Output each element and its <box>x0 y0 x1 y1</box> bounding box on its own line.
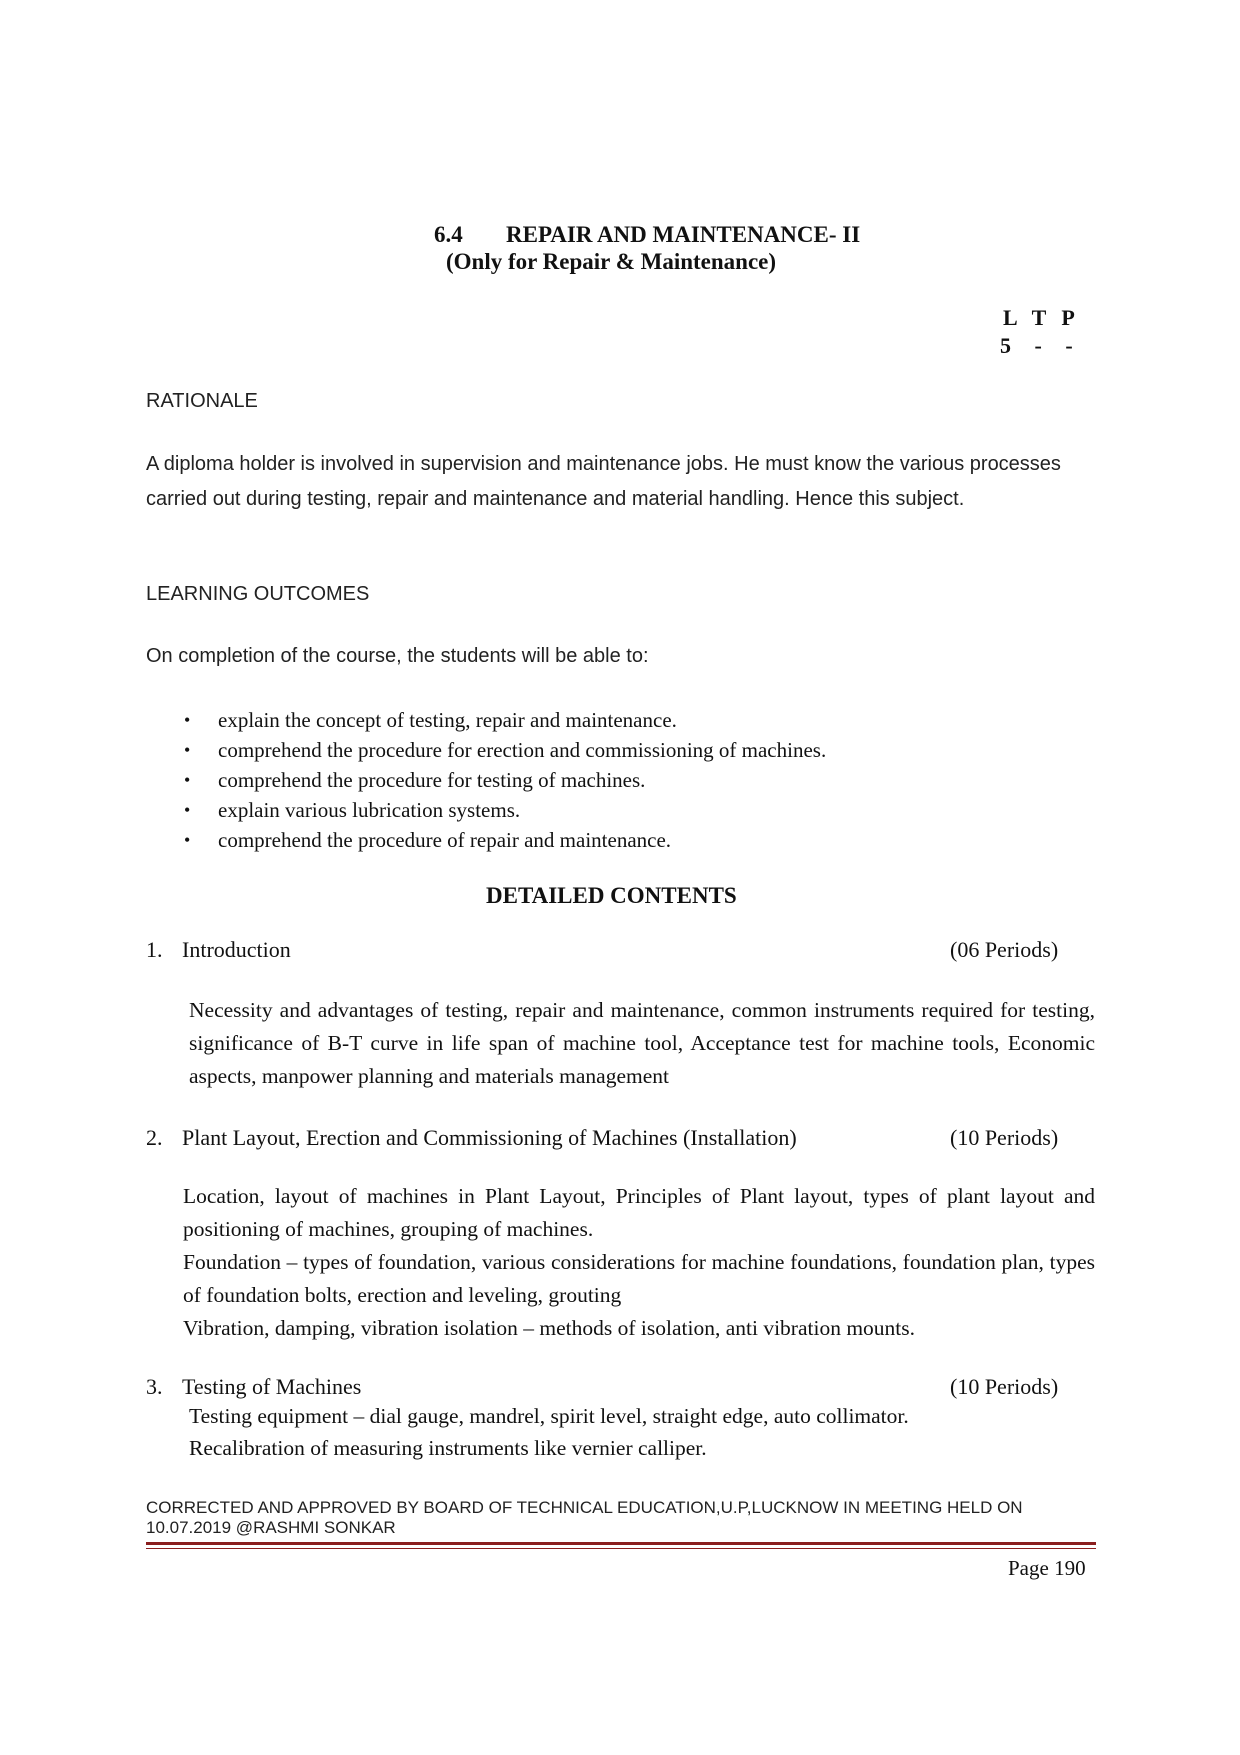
list-item: • explain various lubrication systems. <box>218 795 826 825</box>
ltp-values: 5 - - <box>1000 333 1073 358</box>
bullet-icon: • <box>184 800 191 820</box>
section-2-title: Plant Layout, Erection and Commissioning of Machines (Installation) <box>182 1125 797 1150</box>
ltp-labels: L T P <box>1003 305 1075 330</box>
section-3-paragraph: Testing equipment – dial gauge, mandrel, spirit level, straight edge, auto collimator. <box>189 1404 909 1428</box>
bullet-icon: • <box>184 830 191 850</box>
section-3-periods: (10 Periods) <box>950 1374 1059 1399</box>
section-3-title: Testing of Machines <box>182 1374 362 1399</box>
course-subtitle: (Only for Repair & Maintenance) <box>446 249 777 274</box>
footer-approval-text: CORRECTED AND APPROVED BY BOARD OF TECHNICAL EDUCATION,U.P,LUCKNOW IN MEETING HELD ON 10.07.2019 @RASHMI SONKAR <box>146 1498 1023 1537</box>
learning-outcomes-heading: LEARNING OUTCOMES <box>146 583 370 605</box>
page-number: Page 190 <box>1008 1556 1086 1580</box>
bullet-icon: • <box>184 740 191 760</box>
course-title: REPAIR AND MAINTENANCE- II <box>506 222 861 247</box>
section-2-paragraph: Vibration, damping, vibration isolation – methods of isolation, anti vibration mounts. <box>183 1316 916 1340</box>
section-3-body <box>189 1400 1095 1464</box>
section-2-body <box>183 1180 1095 1345</box>
section-2-periods: (10 Periods) <box>950 1125 1059 1150</box>
section-1-number: 1. <box>146 937 163 962</box>
section-1-paragraph: Necessity and advantages of testing, repair and maintenance, common instruments required for testing, significance of B-T curve in life span of machine tool, Acceptance test for machine tools, Economic aspects, manpower planning and materials management <box>189 998 1095 1088</box>
rationale-heading: RATIONALE <box>146 390 258 412</box>
section-1-title: Introduction <box>182 937 291 962</box>
learning-outcomes-list <box>184 705 827 855</box>
footer-rule <box>146 1542 1096 1545</box>
rationale-text: A diploma holder is involved in supervision and maintenance jobs. He must know the various processes carried out during testing, repair and maintenance and material handling. Hence this subject. <box>146 453 1061 510</box>
section-1-periods: (06 Periods) <box>950 937 1059 962</box>
footer-rule-thin <box>146 1548 1096 1549</box>
section-3-number: 3. <box>146 1374 163 1399</box>
bullet-icon: • <box>184 770 191 790</box>
course-number: 6.4 <box>434 222 463 247</box>
section-2-paragraph: Location, layout of machines in Plant Layout, Principles of Plant layout, types of plant layout and positioning of machines, grouping of machines. <box>183 1184 1095 1241</box>
section-1-body <box>189 994 1095 1093</box>
list-item: • comprehend the procedure of repair and maintenance. <box>218 825 826 855</box>
bullet-icon: • <box>184 710 191 730</box>
list-item: • explain the concept of testing, repair and maintenance. <box>218 705 826 735</box>
detailed-contents-heading: DETAILED CONTENTS <box>486 883 737 908</box>
learning-outcomes-intro: On completion of the course, the students will be able to: <box>146 645 649 667</box>
section-3-paragraph: Recalibration of measuring instruments like vernier calliper. <box>189 1436 707 1460</box>
section-2-paragraph: Foundation – types of foundation, various considerations for machine foundations, foundation plan, types of foundation bolts, erection and leveling, grouting <box>183 1250 1095 1307</box>
section-2-number: 2. <box>146 1125 163 1150</box>
list-item: • comprehend the procedure for erection and commissioning of machines. <box>218 735 826 765</box>
list-item: • comprehend the procedure for testing of machines. <box>218 765 826 795</box>
